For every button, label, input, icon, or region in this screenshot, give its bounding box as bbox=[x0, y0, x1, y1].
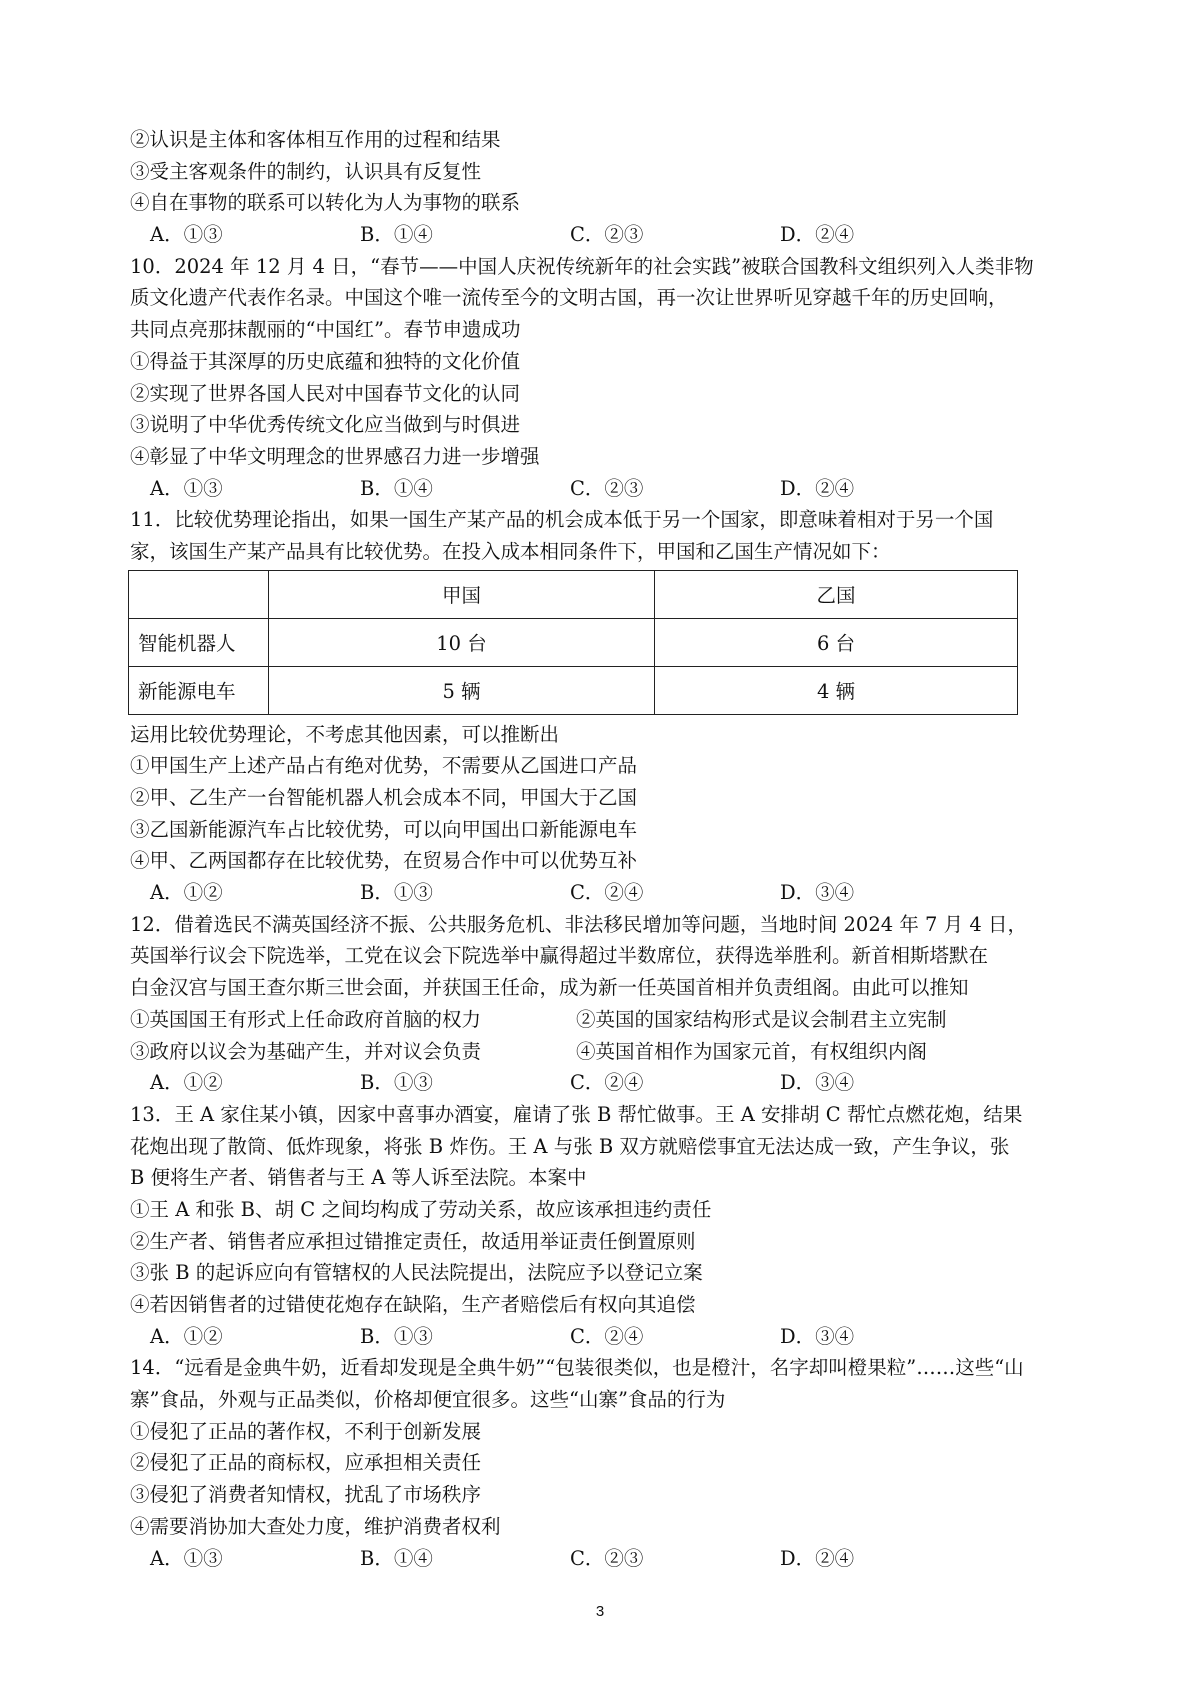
answer-options bbox=[130, 1321, 1090, 1353]
row-header: 新能源电车 bbox=[129, 666, 269, 714]
table-header-row bbox=[129, 570, 1018, 618]
table-header-cell: 乙国 bbox=[655, 570, 1018, 618]
statement: ④需要消协加大查处力度，维护消费者权利 bbox=[130, 1514, 501, 1538]
statement: ③侵犯了消费者知情权，扰乱了市场秩序 bbox=[130, 1483, 482, 1507]
answer-options bbox=[130, 877, 1090, 909]
table-header-cell: 甲国 bbox=[269, 570, 655, 618]
statement: ③张 B 的起诉应向有管辖权的人民法院提出，法院应予以登记立案 bbox=[130, 1261, 703, 1285]
question-13 bbox=[130, 1099, 1090, 1353]
statement: ③受主客观条件的制约，认识具有反复性 bbox=[130, 159, 482, 183]
table-cell: 6 台 bbox=[655, 618, 1018, 666]
option-c: C．②④ bbox=[570, 881, 644, 905]
question-stem: 11．比较优势理论指出，如果一国生产某产品的机会成本低于另一个国家，即意味着相对于另一个国 bbox=[130, 508, 994, 532]
option-a: A．①② bbox=[150, 1071, 223, 1095]
table-cell: 5 辆 bbox=[269, 666, 655, 714]
statement: ①英国国王有形式上任命政府首脑的权力 bbox=[130, 1007, 482, 1031]
option-a: A．①③ bbox=[150, 223, 223, 247]
row-header: 智能机器人 bbox=[129, 618, 269, 666]
option-c: C．②④ bbox=[570, 1071, 644, 1095]
option-c: C．②④ bbox=[570, 1324, 644, 1348]
option-a: A．①③ bbox=[150, 1546, 223, 1570]
question-stem: 14．“远看是金典牛奶，近看却发现是全典牛奶”“包装很类似，也是橙汁，名字却叫橙果粒”……这些“山 bbox=[130, 1356, 1024, 1380]
statement: ①甲国生产上述产品占有绝对优势，不需要从乙国进口产品 bbox=[130, 754, 638, 778]
statement-pair bbox=[130, 1036, 1090, 1068]
table-row bbox=[129, 618, 1018, 666]
option-c: C．②③ bbox=[570, 223, 644, 247]
option-d: D．②④ bbox=[780, 476, 855, 500]
question-stem: 寨”食品，外观与正品类似，价格却便宜很多。这些“山寨”食品的行为 bbox=[130, 1388, 726, 1412]
statement: ④彰显了中华文明理念的世界感召力进一步增强 bbox=[130, 444, 540, 468]
option-d: D．②④ bbox=[780, 1546, 855, 1570]
question-lead: 运用比较优势理论，不考虑其他因素，可以推断出 bbox=[130, 722, 560, 746]
option-a: A．①③ bbox=[150, 476, 223, 500]
option-b: B．①③ bbox=[360, 1324, 433, 1348]
option-c: C．②③ bbox=[570, 476, 644, 500]
question-10 bbox=[130, 251, 1090, 505]
answer-options bbox=[130, 1543, 1090, 1575]
option-a: A．①② bbox=[150, 1324, 223, 1348]
statement: ②侵犯了正品的商标权，应承担相关责任 bbox=[130, 1451, 482, 1475]
statement: ③说明了中华优秀传统文化应当做到与时俱进 bbox=[130, 413, 521, 437]
statement: ②英国的国家结构形式是议会制君主立宪制 bbox=[576, 1007, 947, 1031]
option-d: D．②④ bbox=[780, 223, 855, 247]
question-stem: 共同点亮那抹靓丽的“中国红”。春节申遗成功 bbox=[130, 318, 521, 342]
option-b: B．①④ bbox=[360, 223, 433, 247]
option-b: B．①③ bbox=[360, 881, 433, 905]
question-14 bbox=[130, 1352, 1090, 1574]
table-cell: 10 台 bbox=[269, 618, 655, 666]
statement: ④英国首相作为国家元首，有权组织内阁 bbox=[576, 1039, 928, 1063]
statement-pair bbox=[130, 1004, 1090, 1036]
production-table bbox=[128, 570, 1018, 715]
question-stem: 白金汉宫与国王查尔斯三世会面，并获国王任命，成为新一任英国首相并负责组阁。由此可以推知 bbox=[130, 976, 969, 1000]
option-b: B．①④ bbox=[360, 476, 433, 500]
table-row bbox=[129, 666, 1018, 714]
question-stem: 家，该国生产某产品具有比较优势。在投入成本相同条件下，甲国和乙国生产情况如下： bbox=[130, 539, 891, 563]
question-stem: 13．王 A 家住某小镇，因家中喜事办酒宴，雇请了张 B 帮忙做事。王 A 安排胡 C 帮忙点燃花炮，结果 bbox=[130, 1102, 1023, 1126]
answer-options bbox=[130, 1067, 1090, 1099]
statement: ③乙国新能源汽车占比较优势，可以向甲国出口新能源电车 bbox=[130, 817, 638, 841]
question-stem: 12．借着选民不满英国经济不振、公共服务危机、非法移民增加等问题，当地时间 2024 年 7 月 4 日， bbox=[130, 912, 1027, 936]
table-cell: 4 辆 bbox=[655, 666, 1018, 714]
question-stem: 英国举行议会下院选举，工党在议会下院选举中赢得超过半数席位，获得选举胜利。新首相斯塔默在 bbox=[130, 944, 989, 968]
answer-options bbox=[130, 219, 1090, 251]
statement: ④自在事物的联系可以转化为人为事物的联系 bbox=[130, 191, 521, 215]
option-c: C．②③ bbox=[570, 1546, 644, 1570]
page-content bbox=[130, 124, 1090, 1574]
question-stem: B 便将生产者、销售者与王 A 等人诉至法院。本案中 bbox=[130, 1166, 587, 1190]
option-d: D．③④ bbox=[780, 881, 855, 905]
statement: ②甲、乙生产一台智能机器人机会成本不同，甲国大于乙国 bbox=[130, 786, 638, 809]
q9-continuation bbox=[130, 124, 1090, 251]
option-b: B．①③ bbox=[360, 1071, 433, 1095]
option-b: B．①④ bbox=[360, 1546, 433, 1570]
question-12 bbox=[130, 909, 1090, 1099]
question-stem: 质文化遗产代表作名录。中国这个唯一流传至今的文明古国，再一次让世界听见穿越千年的历史回响， bbox=[130, 286, 1008, 310]
table-header-cell bbox=[129, 570, 269, 618]
statement: ②认识是主体和客体相互作用的过程和结果 bbox=[130, 128, 501, 151]
option-a: A．①② bbox=[150, 881, 223, 905]
statement: ②生产者、销售者应承担过错推定责任，故适用举证责任倒置原则 bbox=[130, 1229, 696, 1253]
page-number: 3 bbox=[595, 1603, 605, 1620]
statement: ③政府以议会为基础产生，并对议会负责 bbox=[130, 1039, 482, 1063]
option-d: D．③④ bbox=[780, 1324, 855, 1348]
statement: ①侵犯了正品的著作权，不利于创新发展 bbox=[130, 1419, 482, 1443]
statement: ④若因销售者的过错使花炮存在缺陷，生产者赔偿后有权向其追偿 bbox=[130, 1293, 696, 1316]
question-stem: 10．2024 年 12 月 4 日，“春节——中国人庆祝传统新年的社会实践”被联合国教科文组织列入人类非物 bbox=[130, 254, 1034, 278]
statement: ①得益于其深厚的历史底蕴和独特的文化价值 bbox=[130, 349, 521, 373]
question-11 bbox=[130, 504, 1090, 909]
statement: ④甲、乙两国都存在比较优势，在贸易合作中可以优势互补 bbox=[130, 849, 638, 873]
option-d: D．③④ bbox=[780, 1071, 855, 1095]
statement: ②实现了世界各国人民对中国春节文化的认同 bbox=[130, 381, 521, 405]
statement: ①王 A 和张 B、胡 C 之间均构成了劳动关系，故应该承担违约责任 bbox=[130, 1197, 712, 1221]
answer-options bbox=[130, 473, 1090, 505]
question-stem: 花炮出现了散筒、低炸现象，将张 B 炸伤。王 A 与张 B 双方就赔偿事宜无法达成一致，产生争议，张 bbox=[130, 1134, 1010, 1158]
